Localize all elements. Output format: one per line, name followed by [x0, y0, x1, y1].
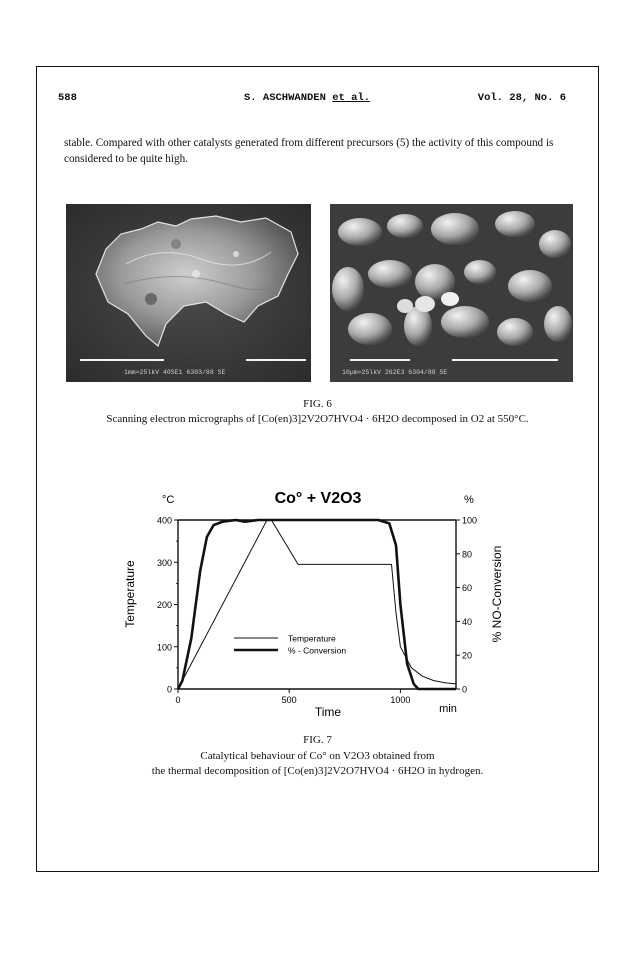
volume-info: Vol. 28, No. 6 [477, 92, 566, 104]
left-tick-label: 200 [156, 600, 172, 610]
sem-micrograph-left [66, 204, 311, 382]
series-line [178, 520, 456, 689]
fig7-caption-line1: Catalytical behaviour of Co° on V2O3 obtained from [200, 750, 435, 762]
right-tick-label: 20 [462, 650, 473, 661]
legend-label: Temperature [288, 633, 336, 644]
x-tick-label: 500 [281, 695, 297, 705]
x-tick-label: 0 [175, 695, 181, 705]
right-tick-label: 60 [462, 583, 473, 594]
sem-micrograph-right [330, 204, 573, 382]
running-authors [244, 92, 370, 104]
x-axis-title: Time [314, 705, 342, 719]
fig6-caption: Scanning electron micrographs of [Co(en)3]2V2O7HVO4 · 6H2O decomposed in O2 at 550°C. [106, 413, 529, 425]
left-axis-title: Temperature [123, 560, 137, 628]
fig7-caption-line2: the thermal decomposition of [Co(en)3]2V2O7HVO4 · 6H2O in hydrogen. [151, 765, 484, 777]
chart-title: Co° + V2O3 [274, 490, 362, 507]
chart-legend [234, 634, 346, 656]
fig6-label: FIG. 6 [303, 398, 332, 410]
left-tick-label: 400 [156, 515, 172, 526]
right-tick-label: 0 [462, 684, 468, 695]
chart-series [178, 520, 456, 689]
intro-paragraph: stable. Compared with other catalysts generated from different precursors (5) the activity of this compound is considered to be quite high. [64, 137, 554, 165]
right-tick-label: 80 [462, 549, 473, 560]
right-unit-label: % [464, 494, 474, 506]
legend-label: % - Conversion [288, 645, 347, 656]
x-unit-label: min [439, 703, 457, 715]
running-header [58, 92, 566, 106]
x-tick-label: 1000 [390, 695, 411, 705]
right-tick-label: 100 [462, 515, 478, 526]
author-name: S. ASCHWANDEN [244, 92, 326, 104]
micrograph-scale-label: 1mm≈25lkV 40SE1 6303/88 SE [124, 369, 226, 376]
series-line [178, 520, 456, 689]
et-al: et al. [332, 92, 371, 104]
left-tick-label: 300 [156, 557, 172, 568]
left-unit-label: °C [162, 494, 175, 506]
right-tick-label: 40 [462, 616, 473, 627]
right-axis-title: % NO-Conversion [490, 545, 504, 643]
left-tick-label: 100 [156, 642, 172, 653]
left-tick-label: 0 [166, 684, 172, 695]
micrograph-scale-label: 10µm≈25lkV 262E3 6304/88 SE [342, 369, 448, 376]
fig7-label: FIG. 7 [303, 734, 332, 746]
page-number: 588 [58, 92, 77, 104]
fig7-chart [118, 486, 518, 721]
